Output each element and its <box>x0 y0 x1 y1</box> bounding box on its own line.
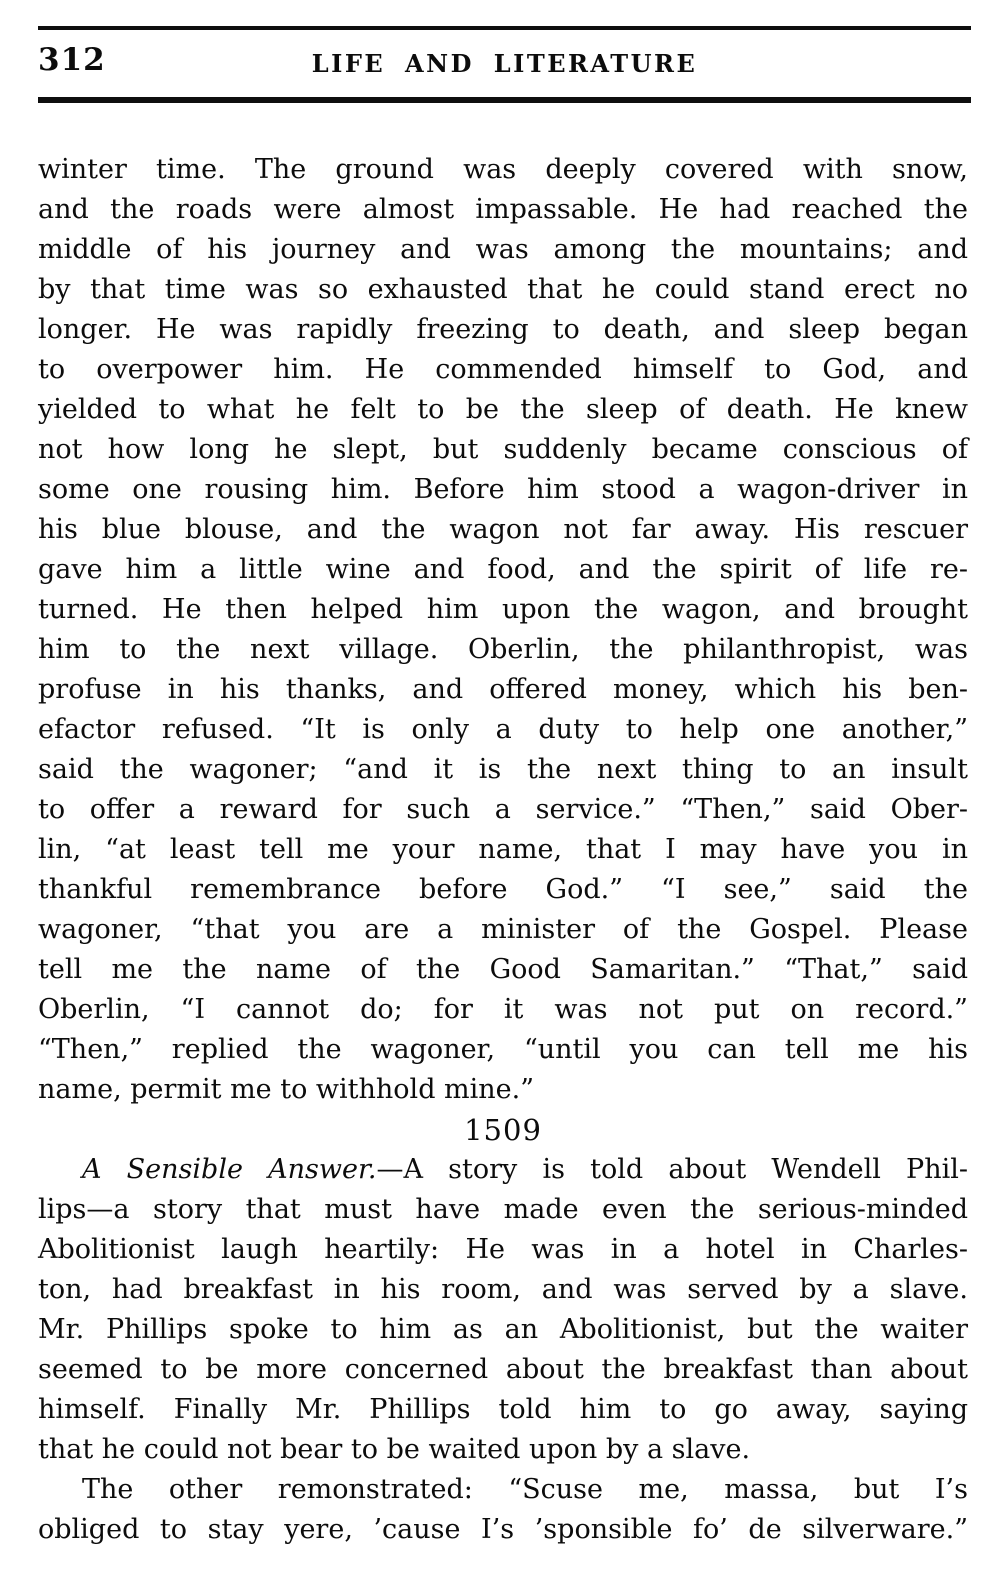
text-line: yielded to what he felt to be the sleep of death. He knew <box>38 394 968 425</box>
text-line: obliged to stay yere, ’cause I’s ’sponsible fo’ de silverware.” <box>38 1514 968 1545</box>
text-line: him to the next village. Oberlin, the philanthropist, was <box>38 634 968 665</box>
text-line: his blue blouse, and the wagon not far away. His rescuer <box>38 514 968 545</box>
top-rule <box>38 26 971 30</box>
page-number: 312 <box>38 42 106 78</box>
text-line: seemed to be more concerned about the breakfast than about <box>38 1354 968 1385</box>
text-line: tell me the name of the Good Samaritan.” “That,” said <box>38 954 968 985</box>
text-line: profuse in his thanks, and offered money, which his ben- <box>38 674 968 705</box>
text-line: himself. Finally Mr. Phillips told him to go away, saying <box>38 1394 968 1425</box>
text-line: wagoner, “that you are a minister of the Gospel. Please <box>38 914 968 945</box>
section-number: 1509 <box>464 1113 542 1147</box>
text-line: not how long he slept, but suddenly became conscious of <box>38 434 968 465</box>
text-line: lin, “at least tell me your name, that I may have you in <box>38 834 968 865</box>
text-line: to offer a reward for such a service.” “Then,” said Ober- <box>38 794 968 825</box>
text-line: gave him a little wine and food, and the spirit of life re- <box>38 554 968 585</box>
text-line: Oberlin, “I cannot do; for it was not put on record.” <box>38 994 968 1025</box>
paragraph-oberlin-story <box>38 150 968 1110</box>
text-line: Abolitionist laugh heartily: He was in a hotel in Charles- <box>38 1234 968 1265</box>
text-line: some one rousing him. Before him stood a wagon-driver in <box>38 474 968 505</box>
text-line: by that time was so exhausted that he could stand erect no <box>38 274 968 305</box>
header-rule <box>38 97 971 103</box>
text-line: to overpower him. He commended himself to God, and <box>38 354 968 385</box>
running-title: LIFE AND LITERATURE <box>311 49 698 78</box>
page-header <box>38 40 971 82</box>
page-body <box>38 150 968 1550</box>
text-line: name, permit me to withhold mine.” <box>38 1074 535 1105</box>
text-line: efactor refused. “It is only a duty to help one another,” <box>38 714 968 745</box>
text-line: —A story is told about Wendell Phil- <box>376 1154 968 1185</box>
paragraph-sensible-answer <box>38 1150 968 1470</box>
text-line <box>38 1150 968 1190</box>
text-line: that he could not bear to be waited upon by a slave. <box>38 1434 751 1465</box>
story-title: A Sensible Answer. <box>82 1154 377 1185</box>
text-line: said the wagoner; “and it is the next thing to an insult <box>38 754 968 785</box>
text-line: winter time. The ground was deeply covered with snow, <box>38 154 968 185</box>
text-line: thankful remembrance before God.” “I see,” said the <box>38 874 968 905</box>
text-line: middle of his journey and was among the mountains; and <box>38 234 968 265</box>
text-line: lips—a story that must have made even the serious-minded <box>38 1194 968 1225</box>
text-line: longer. He was rapidly freezing to death, and sleep began <box>38 314 968 345</box>
text-line: ton, had breakfast in his room, and was served by a slave. <box>38 1274 968 1305</box>
text-line: The other remonstrated: “Scuse me, massa, but I’s <box>82 1474 968 1505</box>
text-line: turned. He then helped him upon the wagon, and brought <box>38 594 968 625</box>
text-line: Mr. Phillips spoke to him as an Abolitionist, but the waiter <box>38 1314 968 1345</box>
text-line: and the roads were almost impassable. He had reached the <box>38 194 968 225</box>
text-line: “Then,” replied the wagoner, “until you can tell me his <box>38 1034 968 1065</box>
paragraph-remonstration <box>38 1470 968 1550</box>
